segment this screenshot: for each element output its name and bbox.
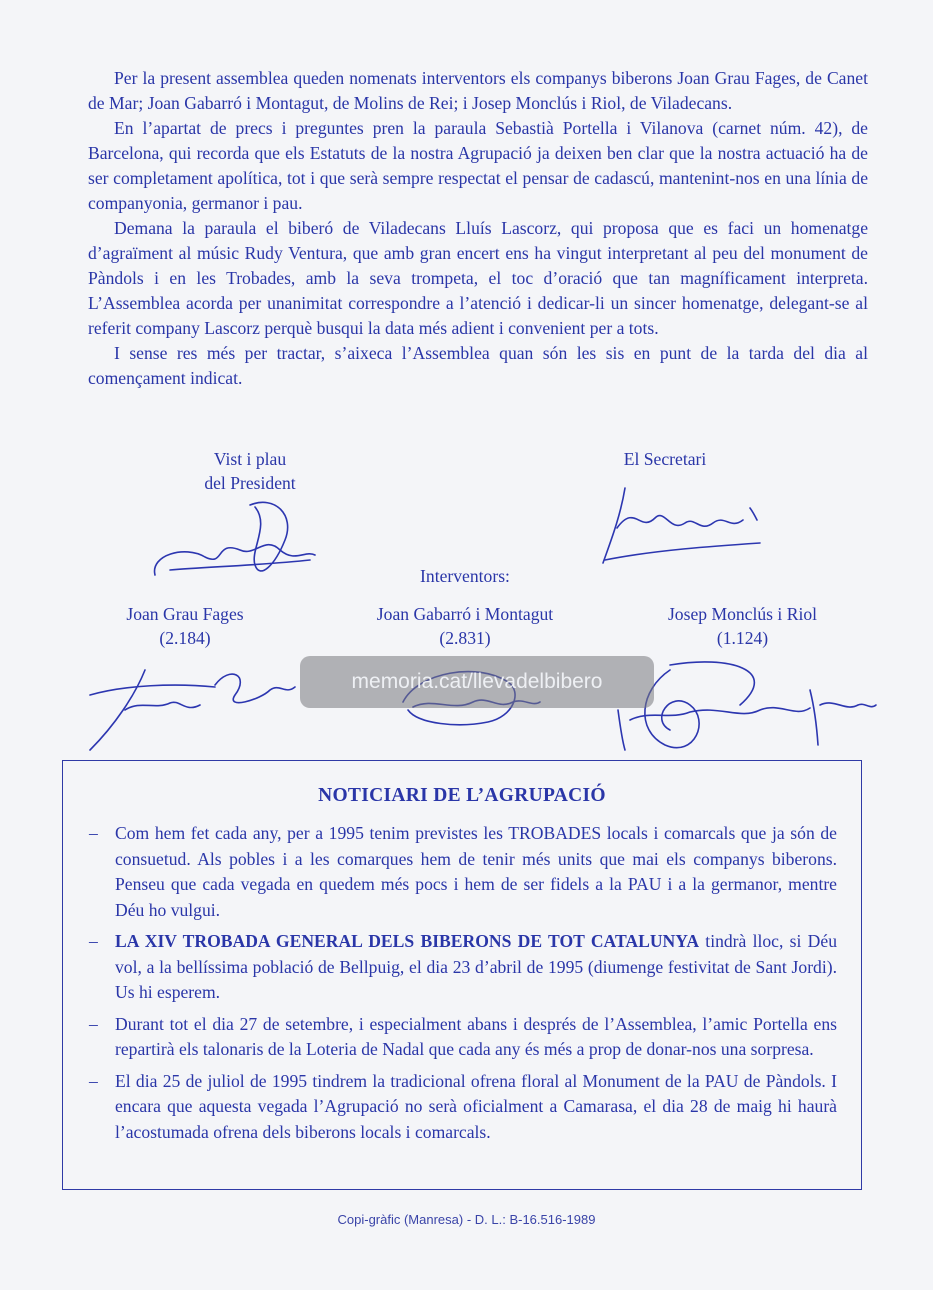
- news-box: [62, 760, 862, 1190]
- interventor-1-name: Joan Grau Fages: [126, 604, 244, 624]
- news-title: NOTICIARI DE L’AGRUPACIÓ: [318, 785, 606, 806]
- news-item-trobades: [89, 821, 837, 923]
- interventor-1-number: (2.184): [159, 628, 211, 648]
- interventor-2: [345, 602, 585, 650]
- interventor-3: [640, 602, 845, 650]
- news-item-2-strong: LA XIV TROBADA GENERAL DELS BIBERONS DE TOT CATALUNYA: [115, 931, 700, 951]
- paragraph-interventors: Per la present assemblea queden nomenats interventors els companys biberons Joan Grau Fages, de Canet de Mar; Joan Gabarró i Montagut, de Molins de Rei; i Josep Monclús i Riol, de Viladecans.: [88, 68, 868, 113]
- paragraph-homenatge: Demana la paraula el biberó de Viladecans Lluís Lascorz, qui proposa que es faci un homenatge d’agraïment al músic Rudy Ventura, que amb gran encert ens ha vingut interpretant al peu del monument de Pàndols i en les Trobades, amb la seva trompeta, el toc d’oració que tan magníficament interpreta. L’Assemblea acorda per unanimitat correspondre a l’atenció i dedicar-li un sincer homenatge, delegant-se al referit company Lascorz perquè busqui la data més adient i convenient per a tots.: [88, 218, 868, 338]
- watermark-overlay: memoria.cat/llevadelbibero: [300, 656, 654, 708]
- secretary-signature: [595, 478, 765, 573]
- dash-icon: –: [89, 1070, 98, 1091]
- president-label-line-1: Vist i plau: [213, 449, 287, 469]
- interventor-2-name: Joan Gabarró i Montagut: [376, 604, 554, 624]
- interventor-3-number: (1.124): [716, 628, 769, 648]
- interventor-2-number: (2.831): [439, 628, 491, 648]
- news-item-xiv-trobada: [89, 929, 837, 1006]
- minutes-text: [88, 66, 868, 391]
- paragraph-closing: I sense res més per tractar, s’aixeca l’Assemblea quan són les sis en punt de la tarda del dia al començament indicat.: [88, 343, 868, 388]
- president-label-line-2: del President: [204, 473, 296, 493]
- interventor-3-name: Josep Monclús i Riol: [667, 604, 818, 624]
- interventors-label: Interventors:: [420, 566, 510, 586]
- interventor-1-signature: [85, 655, 300, 755]
- president-signature: [145, 495, 320, 590]
- paragraph-precs: En l’apartat de precs i preguntes pren la paraula Sebastià Portella i Vilanova (carnet núm. 42), de Barcelona, qui recorda que els Estatuts de la nostra Agrupació ja deixen ben clar que la nostra actuació ha de ser completament apolítica, tot i que serà sempre respectat el pensar de cadascú, mantenint-nos en una línia de companyonia, germanor i pau.: [88, 118, 868, 213]
- interventor-1: [95, 602, 275, 650]
- news-item-2-post: tindrà lloc, si Déu vol, a la bellíssima població de Bellpuig, el dia 23 d’abril de 1995 (diumenge festivitat de Sant Jordi). Us hi esperem.: [115, 931, 837, 1002]
- news-item-3-text: Durant tot el dia 27 de setembre, i especialment abans i després de l’Assemblea, l’amic Portella ens repartirà els talonaris de la Loteria de Nadal que cada any és més a prop de donar-nos una sorpresa.: [115, 1013, 837, 1059]
- news-list: [89, 821, 837, 1151]
- news-item-1-post: locals i comarcals que ja són de consuetud. Als pobles i a les comarques hem de tenir més units que mai els companys biberons. Penseu que cada vegada en quedem més pocs i hem de ser fidels a la PAU i a la germanor, mentre Déu ho vulgui.: [115, 823, 837, 920]
- dash-icon: –: [89, 823, 98, 843]
- secretary-label: El Secretari: [623, 449, 707, 469]
- dash-icon: –: [89, 1013, 98, 1034]
- news-item-4-text: El dia 25 de juliol de 1995 tindrem la tradicional ofrena floral al Monument de la PAU de Pàndols. I encara que aquesta vegada l’Agrupació no serà oficialment a Camarasa, el dia 28 de maig hi haurà l’acostumada ofrena dels biberons locals i comarcals.: [115, 1070, 837, 1142]
- dash-icon: –: [89, 931, 98, 951]
- president-label: [160, 447, 340, 495]
- news-item-1-pre: Com hem fet cada any, per a 1995 tenim previstes les: [115, 823, 509, 843]
- news-item-loteria: [89, 1012, 837, 1063]
- news-item-ofrena: [89, 1069, 837, 1146]
- printer-footer: Copi-gràfic (Manresa) - D. L.: B-16.516-1989: [337, 1212, 596, 1227]
- news-item-1-strong: TROBADES: [508, 823, 602, 843]
